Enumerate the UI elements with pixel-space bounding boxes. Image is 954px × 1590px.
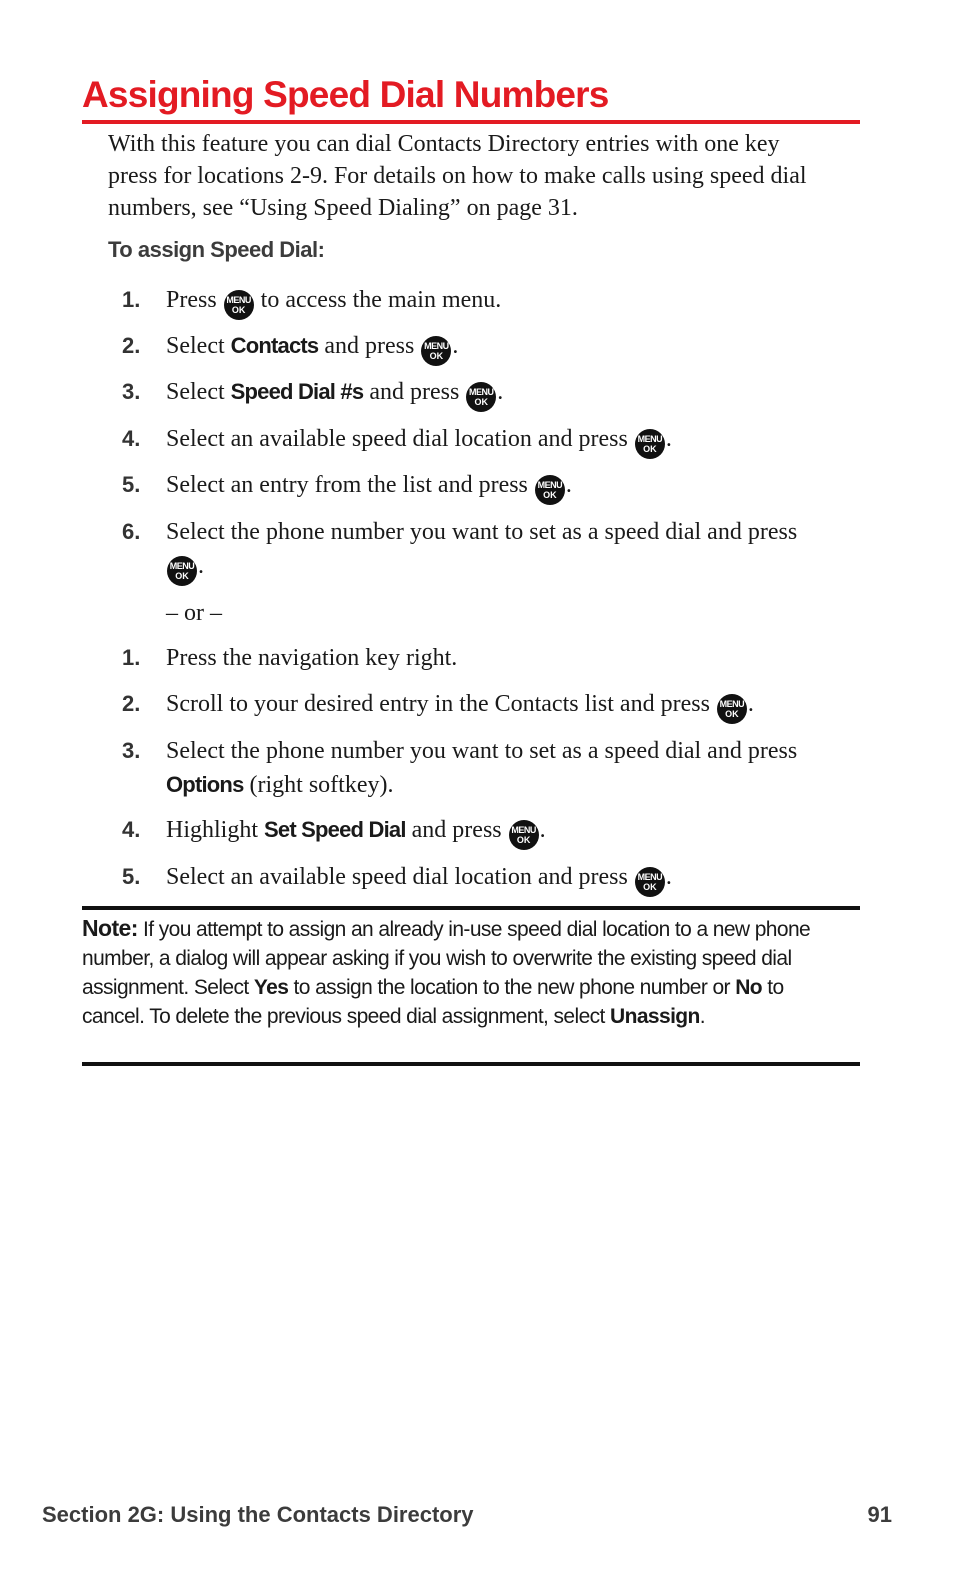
menu-ok-key-icon: MENU OK — [509, 820, 539, 850]
menu-ok-key-icon: MENU OK — [535, 475, 565, 505]
step-number: 1. — [122, 645, 141, 670]
step-number: 4. — [122, 817, 141, 842]
option-unassign: Unassign — [610, 1005, 700, 1028]
step-text: Select the phone number you want to set as a speed dial and press — [166, 738, 798, 764]
menu-item-set-speed-dial: Set Speed Dial — [264, 817, 406, 842]
step-text: . — [497, 379, 504, 405]
menu-ok-key-icon: MENU OK — [635, 867, 665, 897]
step-number: 1. — [122, 287, 141, 312]
menu-item-speed-dial: Speed Dial #s — [230, 379, 364, 404]
menu-ok-key-icon: MENU OK — [717, 694, 747, 724]
step-text: (right softkey). — [249, 772, 394, 798]
footer-section-title: Section 2G: Using the Contacts Directory — [42, 1502, 474, 1527]
step-text: . — [539, 817, 546, 843]
note-label: Note: — [82, 915, 138, 941]
step-text: and press — [369, 379, 460, 405]
step-number: 3. — [122, 379, 141, 404]
step-number: 5. — [122, 864, 141, 889]
menu-ok-key-icon: MENU OK — [421, 336, 451, 366]
step-text: Select — [166, 333, 225, 359]
step-text: Select — [166, 379, 225, 405]
procedure-heading: To assign Speed Dial: — [108, 237, 325, 262]
step-text: Select an available speed dial location and press — [166, 426, 628, 452]
step-text: Select an entry from the list and press — [166, 472, 528, 498]
menu-ok-key-icon: MENU OK — [167, 556, 197, 586]
step-text: to access the main menu. — [260, 287, 502, 313]
step-number: 6. — [122, 519, 141, 544]
step-text: Select an available speed dial location and press — [166, 864, 628, 890]
step-number: 2. — [122, 333, 141, 358]
step-number: 5. — [122, 472, 141, 497]
step-text: Press — [166, 287, 217, 313]
step-text: and press — [411, 817, 502, 843]
softkey-options: Options — [166, 772, 244, 797]
step-number: 3. — [122, 738, 141, 763]
note-text: Note: If you attempt to assign an already in-use speed dial location to a new phone number, a dialog will appear asking if you wish to overwrite the existing speed dial assignment. Select Yes to assign the location to the new phone number or No to cancel. To delete the previous speed dial assignment, select Unassign. — [82, 915, 811, 1028]
step-text: Press the navigation key right. — [166, 645, 458, 671]
menu-ok-key-icon: MENU OK — [466, 382, 496, 412]
option-no: No — [735, 976, 762, 999]
intro-paragraph: With this feature you can dial Contacts Directory entries with one key press for locations 2-9. For details on how to make calls using speed dial numbers, see “Using Speed Dialing” on page 31. — [108, 131, 807, 221]
step-text: Select the phone number you want to set as a speed dial and press — [166, 519, 798, 545]
menu-ok-key-icon: MENU OK — [224, 290, 254, 320]
step-text: Scroll to your desired entry in the Contacts list and press — [166, 691, 710, 717]
or-separator: – or – — [166, 600, 222, 626]
step-text: and press — [324, 333, 415, 359]
step-text: . — [665, 864, 672, 890]
step-text: . — [198, 553, 204, 579]
page-footer — [42, 1502, 892, 1528]
step-text: . — [565, 472, 572, 498]
step-text: . — [747, 691, 754, 717]
note-box — [82, 906, 860, 1066]
step-text: . — [452, 333, 459, 359]
step-number: 2. — [122, 691, 141, 716]
page-title: Assigning Speed Dial Numbers — [82, 72, 860, 124]
menu-item-contacts: Contacts — [230, 333, 319, 358]
menu-ok-key-icon: MENU OK — [635, 429, 665, 459]
page-number: 91 — [867, 1502, 892, 1527]
step-text: Highlight — [166, 817, 259, 843]
step-text: . — [665, 426, 672, 452]
option-yes: Yes — [253, 976, 289, 999]
step-number: 4. — [122, 426, 141, 451]
